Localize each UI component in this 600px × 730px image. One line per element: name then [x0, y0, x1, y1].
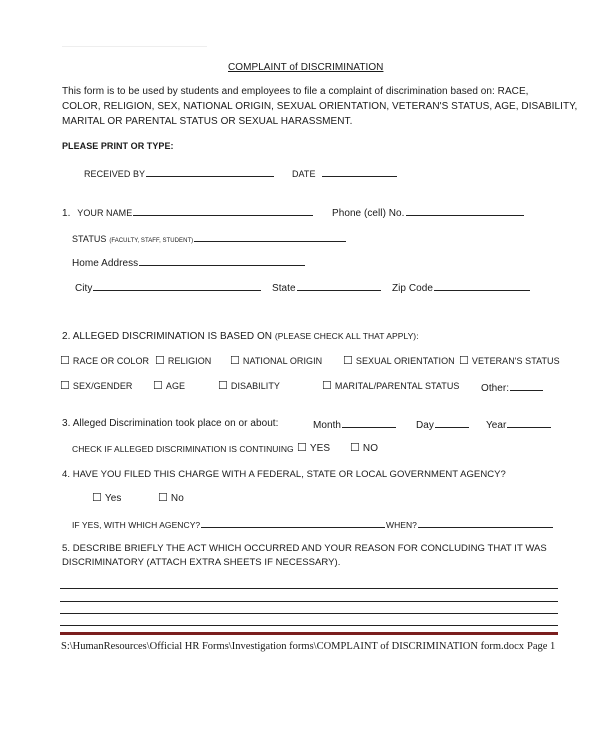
intro-line-3: MARITAL OR PARENTAL STATUS OR SEXUAL HARASSMENT.: [62, 116, 353, 127]
filed-yes[interactable]: [92, 493, 121, 504]
section-4-label: 4. HAVE YOU FILED THIS CHARGE WITH A FEDERAL, STATE OR LOCAL GOVERNMENT AGENCY?: [62, 469, 506, 480]
continuing-yes[interactable]: [297, 443, 330, 454]
received-by-label: RECEIVED BY: [84, 169, 146, 179]
received-by-field[interactable]: [146, 167, 274, 177]
checkbox-icon[interactable]: ☐: [60, 355, 70, 367]
your-name-row: [62, 206, 313, 219]
checkbox-icon[interactable]: ☐: [158, 492, 168, 504]
page-title: COMPLAINT of DISCRIMINATION: [228, 62, 384, 73]
date-label: DATE: [292, 169, 316, 179]
checkbox-icon[interactable]: ☐: [155, 355, 165, 367]
no-label: No: [170, 493, 184, 504]
checkbox-icon[interactable]: ☐: [350, 442, 360, 454]
continuing-label: CHECK IF ALLEGED DISCRIMINATION IS CONTINUING: [72, 444, 294, 454]
basis-option[interactable]: [322, 381, 459, 391]
yes-label: Yes: [104, 493, 122, 504]
section-3-label: 3. Alleged Discrimination took place on or about:: [62, 418, 279, 429]
home-address-field[interactable]: [139, 256, 305, 266]
basis-option[interactable]: [155, 356, 211, 366]
zip-row: [392, 281, 530, 294]
footer-rule: [60, 632, 558, 635]
basis-option[interactable]: [60, 356, 149, 366]
agency-row: [72, 518, 385, 531]
other-row: [481, 381, 543, 394]
continuing-no[interactable]: [350, 443, 378, 454]
description-line-3[interactable]: [60, 613, 558, 614]
checkbox-icon[interactable]: ☐: [343, 355, 353, 367]
option-label: RACE OR COLOR: [72, 356, 150, 366]
zip-label: Zip Code: [392, 283, 433, 294]
date-field[interactable]: [322, 167, 397, 177]
status-row: [72, 232, 346, 245]
month-label: Month: [313, 420, 342, 431]
description-line-4[interactable]: [60, 625, 558, 626]
option-label: SEXUAL ORIENTATION: [355, 356, 455, 366]
month-row: [313, 418, 396, 431]
day-row: [416, 418, 469, 431]
checkbox-icon[interactable]: ☐: [297, 442, 307, 454]
footer-path: S:\HumanResources\Official HR Forms\Investigation forms\COMPLAINT of DISCRIMINATION form.docx: [61, 641, 525, 652]
basis-option[interactable]: [218, 381, 280, 391]
option-label: MARITAL/PARENTAL STATUS: [334, 381, 460, 391]
basis-option[interactable]: [153, 381, 185, 391]
basis-option[interactable]: [60, 381, 132, 391]
your-name-field[interactable]: [133, 206, 313, 216]
section-5-line-1: 5. DESCRIBE BRIEFLY THE ACT WHICH OCCURRED AND YOUR REASON FOR CONCLUDING THAT IT WAS: [62, 543, 547, 554]
city-label: City: [75, 283, 93, 294]
checkbox-icon[interactable]: ☐: [218, 380, 228, 392]
print-instruction: PLEASE PRINT OR TYPE:: [62, 141, 174, 151]
checkbox-icon[interactable]: ☐: [60, 380, 70, 392]
status-note: (FACULTY, STAFF, STUDENT): [109, 238, 194, 244]
city-field[interactable]: [93, 281, 261, 291]
section-1-number: 1.: [62, 208, 71, 219]
other-field[interactable]: [510, 381, 543, 391]
zip-field[interactable]: [434, 281, 530, 291]
option-label: VETERAN'S STATUS: [471, 356, 560, 366]
option-label: SEX/GENDER: [72, 381, 133, 391]
when-label: WHEN?: [386, 520, 417, 530]
status-field[interactable]: [194, 232, 346, 242]
option-label: RELIGION: [167, 356, 212, 366]
description-line-2[interactable]: [60, 601, 558, 602]
footer-page: Page 1: [527, 641, 556, 652]
agency-label: IF YES, WITH WHICH AGENCY?: [72, 520, 201, 530]
yes-label: YES: [309, 443, 331, 454]
year-row: [486, 418, 551, 431]
option-label: NATIONAL ORIGIN: [242, 356, 323, 366]
agency-field[interactable]: [201, 518, 385, 528]
state-field[interactable]: [297, 281, 381, 291]
basis-option[interactable]: [343, 356, 455, 366]
section-2-heading: [62, 331, 419, 342]
status-label: STATUS: [72, 234, 107, 244]
date-row: [292, 167, 397, 180]
year-field[interactable]: [507, 418, 551, 428]
when-row: [386, 518, 553, 531]
checkbox-icon[interactable]: ☐: [230, 355, 240, 367]
received-by-row: [84, 167, 274, 180]
section-2-note: (PLEASE CHECK ALL THAT APPLY):: [274, 331, 419, 341]
intro-line-2: COLOR, RELIGION, SEX, NATIONAL ORIGIN, SEXUAL ORIENTATION, VETERAN'S STATUS, AGE, DISABILITY,: [62, 101, 578, 112]
filed-no[interactable]: [158, 493, 184, 504]
other-label: Other:: [481, 383, 510, 394]
month-field[interactable]: [342, 418, 396, 428]
option-label: DISABILITY: [230, 381, 280, 391]
section-2-title: 2. ALLEGED DISCRIMINATION IS BASED ON: [62, 331, 273, 342]
home-address-row: [72, 256, 305, 269]
phone-field[interactable]: [406, 206, 524, 216]
option-label: AGE: [165, 381, 186, 391]
checkbox-icon[interactable]: ☐: [459, 355, 469, 367]
intro-line-1: This form is to be used by students and employees to file a complaint of discrimination based on: RACE,: [62, 86, 529, 97]
day-label: Day: [416, 420, 434, 431]
when-field[interactable]: [418, 518, 553, 528]
phone-label: Phone (cell) No.: [332, 208, 405, 219]
checkbox-icon[interactable]: ☐: [153, 380, 163, 392]
state-label: State: [272, 283, 296, 294]
description-line-1[interactable]: [60, 588, 558, 589]
basis-option[interactable]: [230, 356, 322, 366]
year-label: Year: [486, 420, 507, 431]
city-row: [75, 281, 261, 294]
no-label: NO: [362, 443, 379, 454]
phone-row: [332, 206, 524, 219]
header-bar: [62, 46, 207, 47]
basis-option[interactable]: [459, 356, 560, 366]
your-name-label: YOUR NAME: [77, 208, 133, 218]
home-address-label: Home Address: [72, 258, 139, 269]
checkbox-icon[interactable]: ☐: [92, 492, 102, 504]
day-field[interactable]: [435, 418, 469, 428]
state-row: [272, 281, 381, 294]
checkbox-icon[interactable]: ☐: [322, 380, 332, 392]
section-5-line-2: DISCRIMINATORY (ATTACH EXTRA SHEETS IF NECESSARY).: [62, 557, 341, 568]
